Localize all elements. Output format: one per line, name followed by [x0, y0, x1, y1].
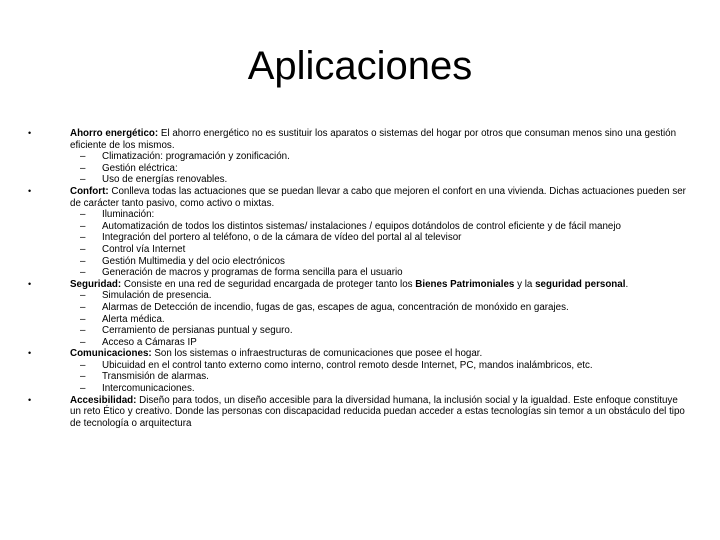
item-text: El ahorro energético no es sustituir los aparatos o sistemas del hogar por otros que consuman menos sino una gestión eficiente de los mismos.	[70, 128, 677, 151]
dash-icon: –	[80, 290, 86, 302]
bullet-icon: •	[28, 128, 32, 138]
dash-icon: –	[80, 209, 86, 221]
dash-icon: –	[80, 243, 86, 255]
sub-item	[70, 221, 690, 233]
list-item-ahorro	[28, 128, 690, 186]
sub-item	[70, 314, 690, 326]
sub-item-text: Alarmas de Detección de incendio, fugas de gas, escapes de agua, concentración de monóxido en garajes.	[102, 301, 569, 313]
sub-item-text: Gestión Multimedia y del ocio electrónicos	[102, 255, 285, 267]
dash-icon: –	[80, 371, 86, 383]
item-label: Confort:	[70, 185, 109, 197]
item-label: Comunicaciones:	[70, 348, 152, 360]
sub-item	[70, 337, 690, 349]
item-label: Seguridad:	[70, 278, 122, 290]
sub-item-text: Intercomunicaciones.	[102, 383, 195, 395]
sub-item	[70, 151, 690, 163]
dash-icon: –	[80, 151, 86, 163]
item-label: Accesibilidad:	[70, 394, 137, 406]
item-text: Diseño para todos, un diseño accesible para la diversidad humana, la inclusión social y la igualdad. Este enfoque constituye un reto Ético y creativo. Donde las personas con discapacidad reducida puedan acceder a estas tecnologías sin temor a un obstáculo del tipo de tecnología o arquitectura	[70, 394, 685, 429]
sub-item	[70, 232, 690, 244]
item-bold-text: seguridad personal	[535, 278, 626, 290]
sub-item	[70, 174, 690, 186]
item-label: Ahorro energético:	[70, 128, 159, 139]
bullet-icon: •	[28, 185, 32, 196]
dash-icon: –	[80, 325, 86, 337]
dash-icon: –	[80, 220, 86, 232]
sub-item-text: Control vía Internet	[102, 243, 186, 255]
sub-item-text: Simulación de presencia.	[102, 290, 212, 302]
sub-item	[70, 371, 690, 383]
bullet-icon: •	[28, 278, 32, 289]
dash-icon: –	[80, 162, 86, 174]
sub-item	[70, 290, 690, 302]
sub-item-text: Alerta médica.	[102, 313, 165, 325]
sub-item-text: Ubicuidad en el control tanto externo como interno, control remoto desde Internet, PC, mandos inalámbricos, etc.	[102, 359, 593, 371]
sub-item	[70, 163, 690, 175]
sub-item-text: Automatización de todos los distintos sistemas/ instalaciones / equipos dotándolos de control eficiente y de fácil manejo	[102, 220, 621, 232]
item-text: .	[625, 278, 629, 290]
list-item-confort	[28, 185, 690, 279]
item-text: y la	[514, 278, 536, 290]
sub-item	[70, 302, 690, 314]
sub-item-text: Integración del portero al teléfono, o de la cámara de vídeo del portal al al televisor	[102, 232, 462, 244]
bullet-icon: •	[28, 348, 32, 359]
bullet-list	[28, 128, 690, 429]
sub-item-text: Climatización: programación y zonificación.	[102, 151, 290, 163]
dash-icon: –	[80, 255, 86, 267]
dash-icon: –	[80, 232, 86, 244]
sub-item-text: Generación de macros y programas de forma sencilla para el usuario	[102, 267, 403, 279]
dash-icon: –	[80, 301, 86, 313]
dash-icon: –	[80, 267, 86, 279]
sub-item	[70, 360, 690, 372]
item-text: Consiste en una red de seguridad encargada de proteger tanto los	[121, 278, 416, 290]
list-item-accesibilidad	[28, 394, 690, 430]
dash-icon: –	[80, 174, 86, 186]
item-text: Conlleva todas las actuaciones que se puedan llevar a cabo que mejoren el confort en una vivienda. Dichas actuaciones pueden ser de carácter tanto pasivo, como activo o mixtas.	[70, 185, 686, 209]
sub-item	[70, 267, 690, 279]
dash-icon: –	[80, 313, 86, 325]
sub-item-text: Uso de energías renovables.	[102, 174, 228, 186]
sub-item	[70, 209, 690, 221]
sub-item	[70, 244, 690, 256]
dash-icon: –	[80, 383, 86, 395]
item-bold-text: Bienes Patrimoniales	[415, 278, 515, 290]
slide-title: Aplicaciones	[247, 44, 473, 88]
sub-item	[70, 325, 690, 337]
sub-item-text: Cerramiento de persianas puntual y seguro.	[102, 325, 293, 337]
list-item-comunicaciones	[28, 348, 690, 395]
list-item-seguridad	[28, 278, 690, 349]
dash-icon: –	[80, 359, 86, 371]
dash-icon: –	[80, 336, 86, 348]
sub-item-text: Transmisión de alarmas.	[102, 371, 209, 383]
sub-item-text: Iluminación:	[102, 209, 155, 221]
sub-item-text: Gestión eléctrica:	[102, 162, 178, 174]
bullet-icon: •	[28, 394, 32, 405]
item-text: Son los sistemas o infraestructuras de comunicaciones que posee el hogar.	[151, 348, 483, 360]
sub-item	[70, 383, 690, 395]
sub-item	[70, 256, 690, 268]
sub-item-text: Acceso a Cámaras IP	[102, 336, 197, 348]
